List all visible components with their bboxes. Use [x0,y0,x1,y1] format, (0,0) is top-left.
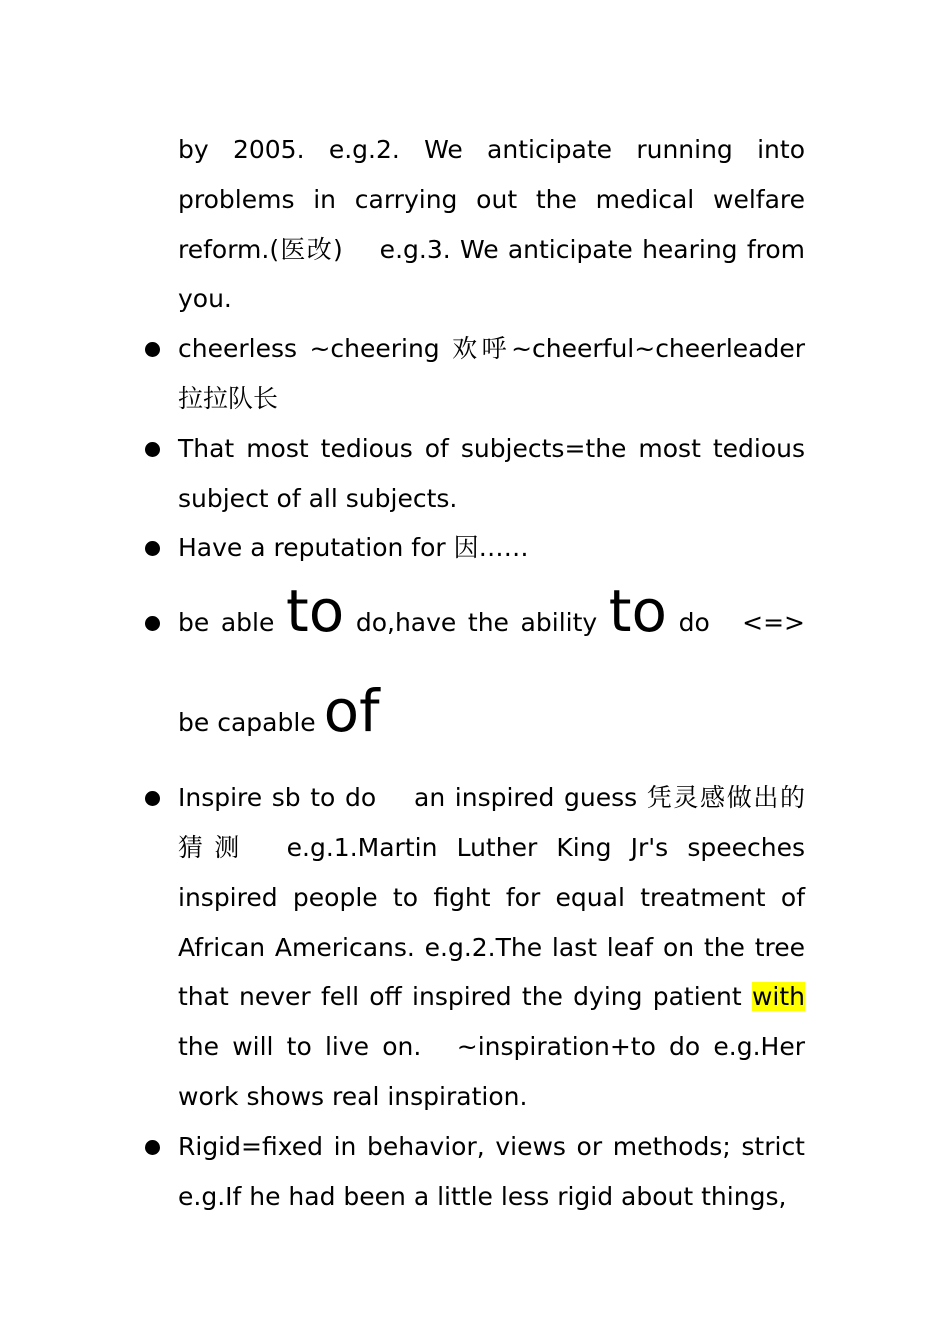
list-item-rigid [178,1122,805,1222]
bullet-icon [145,442,160,457]
list-item-text: Have a reputation for 因…… [178,533,529,563]
large-word: to [608,577,668,646]
document-body [178,125,805,1221]
bullet-icon [145,616,160,631]
list-item-text: Rigid=fixed in behavior, views or methods; strict e.g.If he had been a little less rigid about things, [178,1131,805,1211]
large-word: to [286,577,345,646]
list-item-text-part: Inspire sb to do an inspired guess 凭灵感做出的猜测 e.g.1.Martin Luther King Jr's speeches inspired people to fight for equal treatment of African Americans. e.g.2.The last leaf on the tree that never fell off inspired the dying patient [178,783,805,1012]
large-word: of [323,677,380,746]
highlighted-word: with [751,982,805,1012]
list-item-text-part: do,have the ability [344,608,609,638]
list-item-text-part: do <=> be capable [178,608,805,738]
list-item-inspire [178,773,805,1122]
list-item-text-part: the will to live on. ~inspiration+to do e.g.Her work shows real inspiration. [178,1032,805,1111]
list-item-text: That most tedious of subjects=the most tedious subject of all subjects. [178,433,805,513]
list-item-reputation [178,523,805,573]
bullet-icon [145,1140,160,1155]
paragraph-continuation [178,125,805,324]
bullet-icon [145,791,160,806]
list-item-tedious [178,424,805,524]
bullet-icon [145,342,160,357]
bullet-icon [145,541,160,556]
list-item-able-to [178,573,805,773]
list-item-text-part: be able [178,608,286,638]
list-item-text: cheerless ~cheering 欢呼~cheerful~cheerleader 拉拉队长 [178,334,805,413]
paragraph-text: by 2005. e.g.2. We anticipate running into problems in carrying out the medical welfare reform.(医改) e.g.3. We anticipate hearing from you. [178,135,805,314]
list-item-cheerless [178,324,805,424]
